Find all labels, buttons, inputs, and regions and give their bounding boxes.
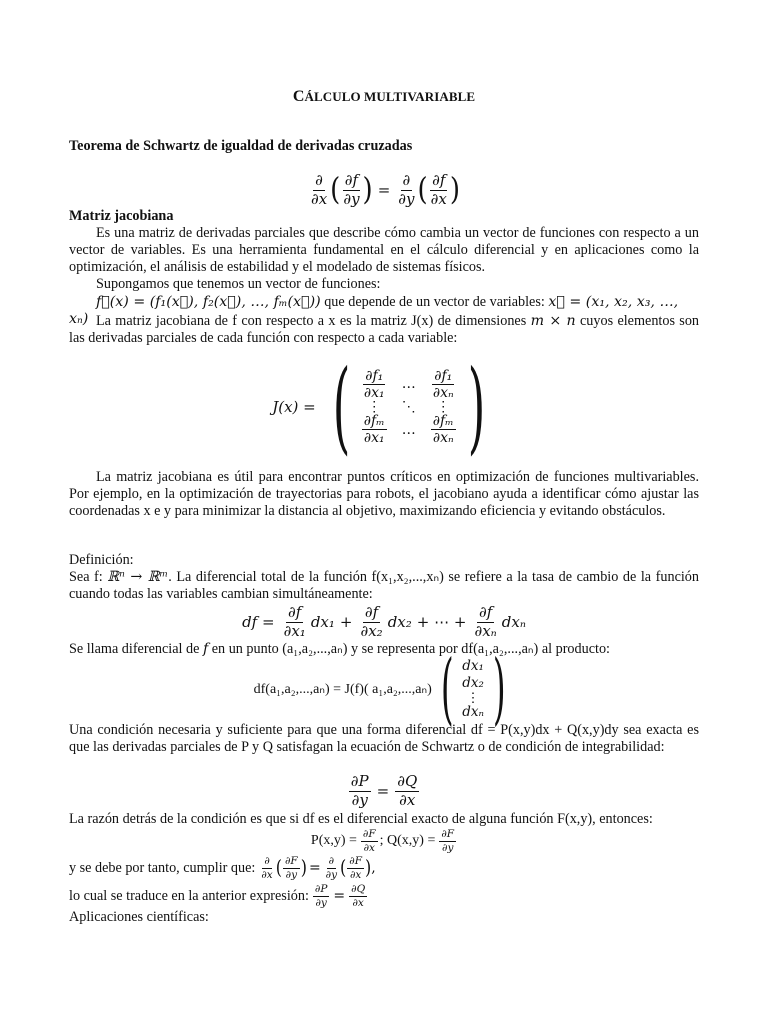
page-title: CÁLCULO MULTIVARIABLE: [292, 88, 476, 105]
point-differential-paragraph: Se llama diferencial de f en un punto (a₁,a₂,...,aₙ) y se representa por df(a₁,a₂,...,aₙ) al producto:: [69, 641, 610, 657]
schwartz-equation: $\frac{\partial}{\partial x}$ ( $\frac{\partial f}{\partial y}$ ) = $\frac{\partial}{\partial y}$ ( $\frac{\partial f}{\partial x}$ ): [310, 171, 461, 208]
integrability-equation: $\frac{\partial P}{\partial y}$ = $\frac{\partial Q}{\partial x}$: [350, 772, 418, 809]
mixed-partials-line: y se debe por tanto, cumplir que: $\frac{\partial}{\partial x}$ ( $\frac{\partial F}{\partial y}$ ) = $\frac{\partial}{\partial y}$ ( $\frac{\partial F}{\partial x}$ ) ,: [69, 855, 376, 881]
jacobian-usage-paragraph: La matriz jacobiana es útil para encontrar puntos críticos en optimización de funciones multivariables. Por ejemplo, en la optimización de trayectorias para robots, el jacobiano ayuda a identificar cómo ajustar las coordenadas x e y para minimizar la distancia al objetivo, maximizando eficiencia y evitando obstáculos.: [69, 469, 699, 519]
exactness-condition-paragraph: Una condición necesaria y suficiente para que una forma diferencial df = P(x,y)dx + Q(x,y)dy sea exacta es que las derivadas parciales de P y Q satisfagan la ecuación de Schwartz o de condición de integrabilidad:: [69, 722, 699, 755]
definition-label: Definición:: [69, 552, 134, 568]
reason-paragraph: La razón detrás de la condición es que si df es el diferencial exacto de alguna función F(x,y), entonces:: [69, 811, 653, 827]
vector-functions-line: f⃗(x) = (f₁(x⃗), f₂(x⃗), …, fₘ(x⃗)) que depende de un vector de variables: x⃗ = (x₁, x₂, x₃, …, xₙ): [69, 294, 679, 327]
jacobian-definition-paragraph: La matriz jacobiana de f con respecto a x es la matriz J(x) de dimensiones m × n cuyos elementos son las derivadas parciales de cada función con respecto a cada variable:: [69, 313, 700, 346]
pq-definition: P(x,y) = $\frac{\partial F}{\partial x}$ ; Q(x,y) = $\frac{\partial F}{\partial y}$: [310, 828, 455, 854]
product-equation: df(a₁,a₂,...,aₙ) = J(f)( a₁,a₂,...,aₙ) ( dx₁ dx₂ ⋮ dxₙ ): [253, 644, 506, 734]
translation-line: lo cual se traduce en la anterior expresión: $\frac{\partial P}{\partial y}$ = $\frac{\partial Q}{\partial x}$: [69, 883, 366, 909]
jacobian-intro-paragraph: Es una matriz de derivadas parciales que describe cómo cambia un vector de funciones con respecto a un vector de variables. Es una herramienta fundamental en el cálculo diferencial y en aplicaciones como la optimización, el análisis de estabilidad y el modelado de sistemas físicos.: [69, 225, 699, 275]
scientific-applications-heading: Aplicaciones científicas:: [69, 909, 209, 925]
jacobian-matrix: J(x) = ( $\frac{\text{∂f₁}}{\text{∂x₁}}$ … $\frac{\text{∂f₁}}{\text{∂xₙ}}$ ⋮ ⋱ ⋮ $\frac{\text{∂fₘ}}{\text{∂x₁}}$ … $\frac{\text{∂fₘ}}{\text{∂xₙ}}$ ): [272, 348, 486, 465]
jacobian-heading: Matriz jacobiana: [69, 208, 174, 224]
total-differential-equation: df = $\frac{\partial f}{\text{∂x₁}}$ dx₁ + $\frac{\partial f}{\text{∂x₂}}$ dx₂ + ⋯ + $\frac{\partial f}{\text{∂xₙ}}$ dxₙ: [242, 603, 526, 640]
total-differential-paragraph: Sea f: ℝⁿ → ℝᵐ. La diferencial total de la función f(x₁,x₂,...,xₙ) se refiere a la tasa de cambio de la función cuando todas las variables cambian simultáneamente:: [69, 569, 699, 602]
vector-functions-text: Supongamos que tenemos un vector de funciones:: [96, 276, 381, 292]
differential-vector: dx₁ dx₂ ⋮ dxₙ: [462, 657, 484, 720]
schwartz-heading: Teorema de Schwartz de igualdad de derivadas cruzadas: [69, 138, 413, 154]
